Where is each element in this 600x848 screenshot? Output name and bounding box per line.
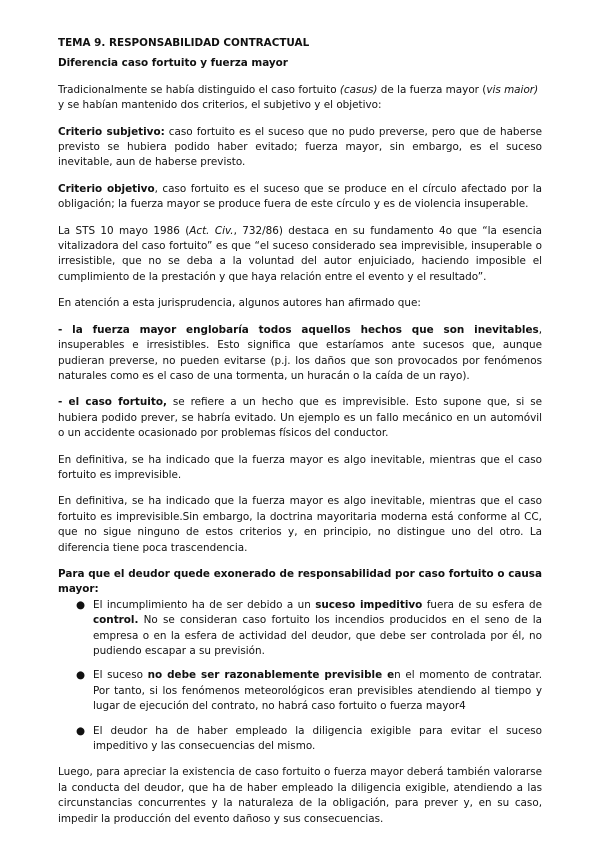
exonerado-heading: Para que el deudor quede exonerado de responsabilidad por caso fortuito o causa mayor: [58, 567, 542, 596]
page-title: TEMA 9. RESPONSABILIDAD CONTRACTUAL [58, 37, 310, 49]
criterio-objetivo-paragraph: Criterio objetivo, caso fortuito es el suceso que se produce en el círculo afectado por la obligación; la fuerza mayor se produce fuera de este círculo y es de violencia insuperable. [58, 182, 542, 211]
sts-paragraph: La STS 10 mayo 1986 (Act. Civ., 732/86) destaca en su fundamento 4o que “la esencia vitalizadora del caso fortuito” es que “el suceso considerado sea imprevisible, insuperable o irresistible, que no se deba a la voluntad del autor enjuiciado, haciendo imposible el cumplimiento de la prestación y que haya relación entre el evento y el resultado”. [58, 224, 542, 283]
bullet-icon: ● [76, 598, 86, 611]
document-body [58, 36, 542, 827]
requirements-list [58, 598, 542, 755]
bullet-icon: ● [76, 669, 86, 682]
bullet-icon: ● [76, 724, 86, 737]
list-item: ● El deudor ha de haber empleado la diligencia exigible para evitar el suceso impeditivo y las consecuencias del mismo. [76, 724, 542, 753]
criterio-objetivo-label: Criterio objetivo [58, 182, 155, 195]
criterio-subjetivo-paragraph: Criterio subjetivo: caso fortuito es el suceso que no pudo preverse, pero que de haberse previsto se hubiera podido haber evitado; fuerza mayor, sin embargo, es el suceso inevitable, aun de haberse previsto. [58, 125, 543, 169]
section-subtitle: Diferencia caso fortuito y fuerza mayor [58, 57, 288, 70]
caso-fortuito-item: - el caso fortuito, se refiere a un hecho que es imprevisible. Esto supone que, si se hubiera podido prever, se habría evitado. Un ejemplo es un fallo mecánico en un automóvil o un accidente ocasionado por problemas físicos del conductor. [58, 396, 543, 440]
luego-paragraph: Luego, para apreciar la existencia de caso fortuito o fuerza mayor deberá también valorarse la conducta del deudor, que ha de haber empleado la diligencia exigible, atendiendo a las circunstancias concurrentes y la naturaleza de la obligación, para prever y, en su caso, impedir la producción del evento dañoso y sus consecuencias. [58, 766, 542, 825]
list-item: ● El incumplimiento ha de ser debido a un suceso impeditivo fuera de su esfera de control. No se consideran caso fortuito los incendios producidos en el seno de la empresa o en la esfera de actividad del deudor, que debe ser controlada por él, no pudiendo escapar a su previsión. [76, 598, 542, 657]
fuerza-mayor-item: - la fuerza mayor englobaría todos aquellos hechos que son inevitables, insuperables e irresistibles. Esto significa que estaríamos ante sucesos que, aunque pudieran preverse, no pueden evitarse (p.j. los daños que son provocados por fenómenos naturales como es el caso de una tormenta, un huracán o la caída de un rayo). [58, 323, 542, 382]
definitiva-paragraph-1: En definitiva, se ha indicado que la fuerza mayor es algo inevitable, mientras que el caso fortuito es imprevisible. [58, 453, 542, 481]
criterio-subjetivo-label: Criterio subjetivo: [58, 125, 165, 138]
list-item: ● El suceso no debe ser razonablemente previsible en el momento de contratar. Por tanto, si los fenómenos meteorológicos eran previsibles atendiendo al tiempo y lugar de ejecución del contrato, no habrá caso fortuito o fuerza mayor4 [76, 669, 543, 713]
intro-paragraph: Tradicionalmente se había distinguido el caso fortuito (casus) de la fuerza mayor (vis maior) y se habían mantenido dos criterios, el subjetivo y el objetivo: [58, 83, 539, 112]
definitiva-paragraph-2: En definitiva, se ha indicado que la fuerza mayor es algo inevitable, mientras que el caso fortuito es imprevisible.Sin embargo, la doctrina mayoritaria moderna está conforme al CC, que no sigue ninguno de estos criterios y, en principio, no distingue uno del otro. La diferencia tiene poca trascendencia. [58, 495, 542, 554]
atencion-paragraph: En atención a esta jurisprudencia, algunos autores han afirmado que: [58, 297, 421, 310]
